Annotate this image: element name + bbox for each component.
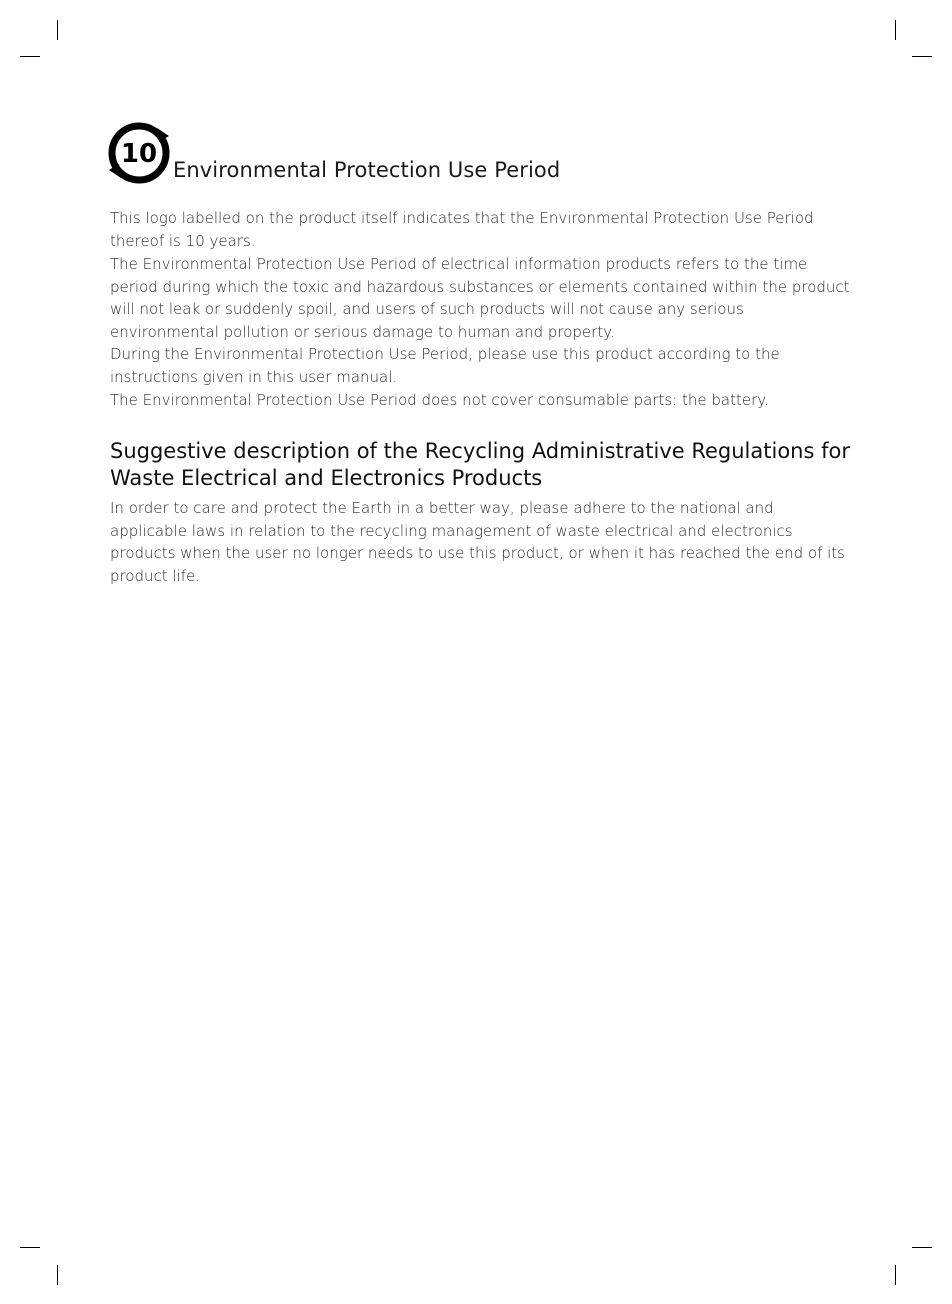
section1-title: Environmental Protection Use Period	[173, 158, 561, 182]
section1-paragraph-2: The Environmental Protection Use Period of electrical information products refers to the time period during which the toxic and hazardous substances or elements contained within the product will not leak or suddenly spoil, and users of such products will not cause any serious environmental pollution or serious damage to human and property.	[110, 255, 850, 341]
crop-mark-top-right-v	[895, 20, 896, 40]
section1-paragraph-1: This logo labelled on the product itself indicates that the Environmental Protection Use Period thereof is 10 years.	[110, 209, 814, 250]
crop-mark-bottom-right-v	[895, 1265, 896, 1285]
section1-header	[108, 122, 848, 184]
environmental-protection-use-period-logo-icon	[108, 122, 170, 184]
crop-mark-bottom-left-v	[57, 1265, 58, 1285]
section2-paragraph: In order to care and protect the Earth in a better way, please adhere to the national and applicable laws in relation to the recycling management of waste electrical and electronics products when the user no longer needs to use this product, or when it has reached the end of its product life.	[110, 499, 845, 585]
section1-paragraph-4: The Environmental Protection Use Period does not cover consumable parts: the battery.	[110, 391, 769, 409]
crop-mark-bottom-right-h	[912, 1247, 932, 1248]
logo-number: 10	[120, 139, 158, 169]
crop-mark-bottom-left-h	[20, 1247, 40, 1248]
crop-mark-top-left-v	[57, 20, 58, 40]
section1-paragraph-3: During the Environmental Protection Use Period, please use this product according to the instructions given in this user manual.	[110, 345, 780, 386]
crop-mark-top-right-h	[912, 56, 932, 57]
crop-mark-top-left-h	[20, 56, 40, 57]
section2-title: Suggestive description of the Recycling Administrative Regulations for Waste Electrical and Electronics Products	[110, 439, 850, 490]
